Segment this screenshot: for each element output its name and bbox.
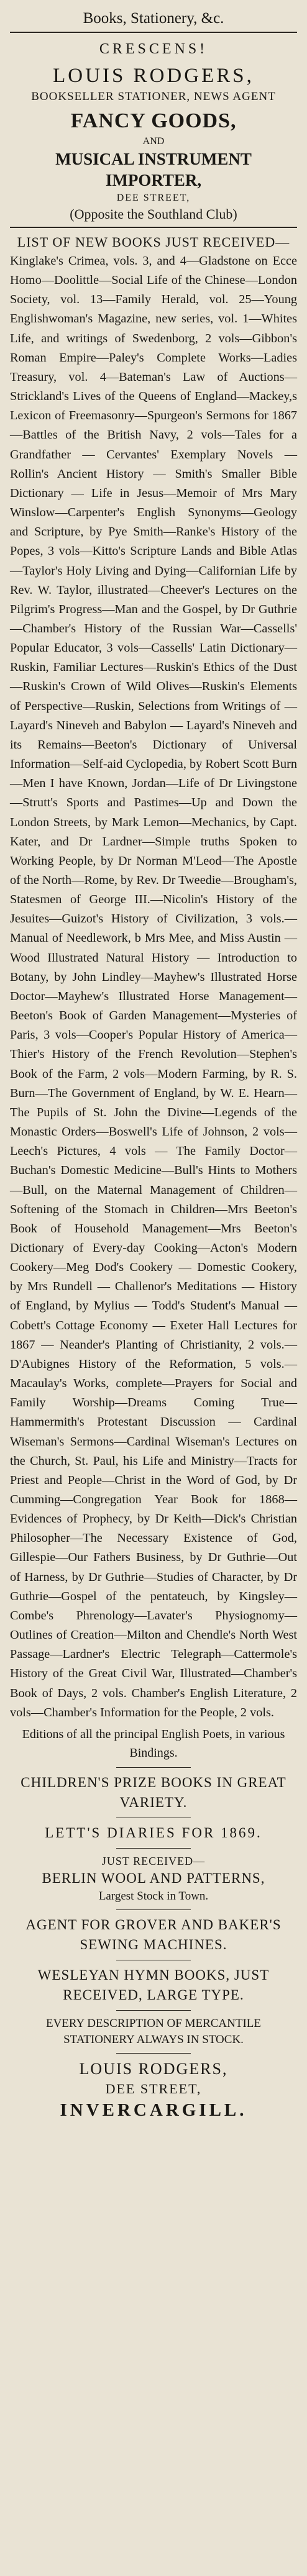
- music-importer: MUSICAL INSTRUMENT IMPORTER,: [55, 150, 252, 189]
- prize-books-notice: CHILDREN'S PRIZE BOOKS IN GREAT VARIETY.: [21, 1774, 286, 1810]
- divider: [116, 2010, 191, 2011]
- motto: CRESCENS!: [99, 41, 208, 57]
- largest-stock-note: Largest Stock in Town.: [98, 1889, 209, 1903]
- divider: [116, 1909, 191, 1910]
- berlin-wool-notice: BERLIN WOOL AND PATTERNS,: [42, 1870, 265, 1886]
- hymn-books-notice: WESLEYAN HYMN BOOKS, JUST RECEIVED, LARGE TYPE.: [37, 1967, 270, 2003]
- book-list-body: Kinglake's Crimea, vols. 3, and 4—Gladstone on Ecce Homo—Doolittle—Social Life of the Chinese—London Society, vol. 13—Family Herald, vol. 25—Young Englishwoman's Magazine, new series, vol. 1—Whites Life, and writings of Swedenborg, 2 vols—Gibbon's Roman Empire—Paley's Complete Works—Ladies Treasury, vol. 4—Bateman's Law of Auctions—Strickland's Lives of the Queens of England—Mackey,s Lexicon of Freemasonry—Spurgeon's Sermons for 1867—Battles of the British Navy, 2 vols—Tales for a Grandfather — Cervantes' Exemplary Novels — Rollin's Ancient History — Smith's Smaller Bible Dictionary — Life in Jesus—Memoir of Mrs Mary Winslow—Carpenter's English Synonyms—Geology and Scripture, by Pye Smith—Ranke's History of the Popes, 3 vols—Kitto's Scripture Lands and Bible Atlas—Taylor's Holy Living and Dying—Californian Life by Rev. W. Taylor, illustrated—Cheever's Lectures on the Pilgrim's Progress—Man and the Gospel, by Dr Guthrie—Chamber's History of the Russian War—Cassells' Popular Educator, 3 vols—Cassells' Latin Dictionary—Ruskin, Familiar Lectures—Ruskin's Ethics of the Dust—Ruskin's Crown of Wild Olives—Ruskin's Elements of Perspective—Ruskin, Selections from Writings of — Layard's Nineveh and Babylon — Layard's Nineveh and its Remains—Beeton's Dictionary of Universal Information—Self-aid Cyclopedia, by Robert Scott Burn—Men I have Known, Jordan—Life of Dr Livingstone—Strutt's Sports and Pastimes—Up and Down the London Streets, by Mark Lemon—Mechanics, by Capt. Kater, and Dr Lardner—Simple truths Spoken to Working People, by Dr Norman M'Leod—The Apostle of the North—Rome, by Rev. Dr Tweedie—Brougham's, Statesmen of George III.—Nicolin's History of the Jesuites—Guizot's History of Civilization, 3 vols.—Manual of Needlework, b Mrs Mee, and Miss Austin — Wood Illustrated Natural History — Introduction to Botany, by John Lindley—Mayhew's Illustrated Horse Doctor—Mayhew's Illustrated Horse Management—Beeton's Book of Garden Management—Mysteries of Paris, 3 vols—Cooper's Popular History of America—Thier's History of the French Revolution—Stephen's Book of the Farm, 2 vols—Modern Farming, by R. S. Burn—The Government of England, by W. E. Hearn—The Pupils of St. John the Divine—Legends of the Monastic Orders—Boswell's Life of Johnson, 2 vols—Leech's Pictures, 4 vols — The Family Doctor—Buchan's Domestic Medicine—Bull's Hints to Mothers—Bull, on the Maternal Management of Children—Softening of the Stomach in Children—Mrs Beeton's Book of Household Management—Mrs Beeton's Dictionary of Every-day Cooking—Acton's Modern Cookery—Meg Dod's Cookery — Domestic Cookery, by Mrs Rundell — Challenor's Meditations — History of England, by Mylius — Todd's Student's Manual — Cobett's Cottage Economy — Exeter Hall Lectures for 1867 — Neander's Planting of Christianity, 2 vols.—D'Aubignes History of the Reformation, 5 vols.—Macaulay's Works, complete—Prayers for Social and Family Worship—Dreams Coming True—Hammermith's Protestant Discussion — Cardinal Wiseman's Sermons—Cardinal Wiseman's Lectures on the Church, St. Paul, his Life and Ministry—Tracts for Priest and People—Christ in the Word of God, by Dr Cumming—Congregation Year Book for 1868—Evidences of Prophecy, by Dr Keith—Dick's Christian Philosopher—The Necessary Existence of God, Gillespie—Our Fathers Business, by Dr Guthrie—Out of Harness, by Dr Guthrie—Studies of Character, by Dr Guthrie—Gospel of the pentateuch, by Kingsley—Combe's Phrenology—Lavater's Physiognomy—Outlines of Creation—Milton and Chendle's North West Passage—Lardner's Electric Telegraph—Cattermole's History of the Great Civil War, Illustrated—Chamber's Book of Days, 2 vols. Chamber's English Literature, 2 vols—Chamber's Information for the People, 2 vols.: [10, 254, 297, 1719]
- footer-town: INVERCARGILL.: [60, 2100, 247, 2120]
- divider: [116, 2053, 191, 2054]
- divider: [10, 227, 297, 228]
- divider: [116, 1767, 191, 1768]
- editions-note: Editions of all the principal English Poets, in various Bindings.: [22, 1727, 285, 1760]
- wool-received: JUST RECEIVED—: [101, 1854, 206, 1867]
- rodgers-advert: [10, 39, 297, 223]
- book-list-heading: LIST OF NEW BOOKS JUST RECEIVED—: [17, 234, 290, 250]
- sewing-agent-notice: AGENT FOR GROVER AND BAKER'S SEWING MACHINES.: [25, 1916, 282, 1952]
- and-word: AND: [142, 136, 165, 147]
- column-header: Books, Stationery, &c.: [10, 9, 297, 33]
- proprietor-name: LOUIS RODGERS,: [53, 65, 254, 87]
- footer-proprietor: LOUIS RODGERS,: [79, 2059, 228, 2078]
- footer-street: DEE STREET,: [105, 2080, 202, 2096]
- street-address: DEE STREET,: [116, 193, 191, 203]
- divider: [116, 1848, 191, 1849]
- trade-line: BOOKSELLER STATIONER, NEWS AGENT: [31, 90, 276, 103]
- location-note: (Opposite the Southland Club): [70, 206, 237, 222]
- diaries-notice: LETT'S DIARIES FOR 1869.: [45, 1824, 262, 1841]
- mercantile-notice: EVERY DESCRIPTION OF MERCANTILE STATIONERY ALWAYS IN STOCK.: [45, 2016, 262, 2046]
- fancy-goods: FANCY GOODS,: [70, 109, 237, 132]
